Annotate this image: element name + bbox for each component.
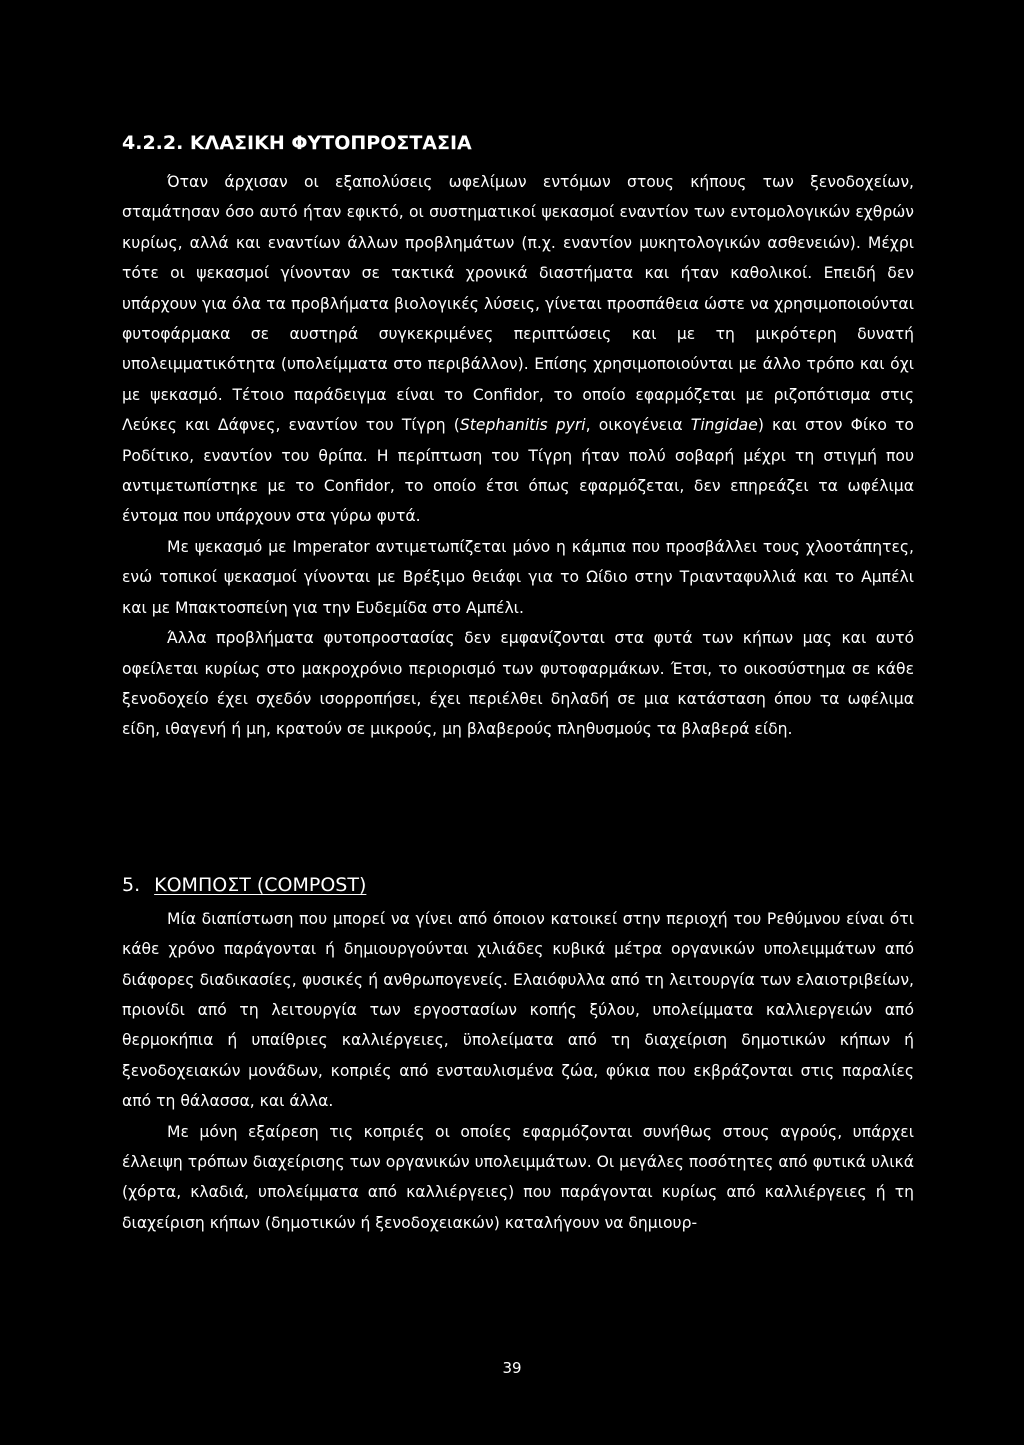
section-title: ΚΟΜΠΟΣΤ (COMPOST) <box>154 873 367 896</box>
page-number: 39 <box>502 1359 522 1377</box>
paragraph-text: ) και στον Φίκο το Ροδίτικο, εναντίον του θρίπα. Η περίπτωση του Τίγρη ήταν πολύ σοβαρή μέχρι τη στιγμή που αντιμετωπίστηκε με το Confidor, το οποίο έτσι όπως εφαρμόζεται, δεν επηρεάζει τα ωφέλιμα έντομα που υπάρχουν στα γύρω φυτά. <box>122 416 914 526</box>
document-page <box>122 128 914 1238</box>
paragraph-plant-protection-1 <box>122 167 914 532</box>
section-heading-classic-plant-protection: 4.2.2. ΚΛΑΣΙΚΗ ΦΥΤΟΠΡΟΣΤΑΣΙΑ <box>122 132 472 154</box>
paragraph-compost-2: Με μόνη εξαίρεση τις κοπριές οι οποίες εφαρμόζονται συνήθως στους αγρούς, υπάρχει έλλειψη τρόπων διαχείρισης των οργανικών υπολειμμάτων. Οι μεγάλες ποσότητες από φυτικά υλικά (χόρτα, κλαδιά, υπολείμματα από καλλιέργειες) που παράγονται κυρίως από καλλιέργειες ή τη διαχείριση κήπων (δημοτικών ή ξενοδοχειακών) καταλήγουν να δημιουρ- <box>122 1122 914 1232</box>
paragraph-plant-protection-2: Με ψεκασμό με Imperator αντιμετωπίζεται μόνο η κάμπια που προσβάλλει τους χλοοτάπητες, ενώ τοπικοί ψεκασμοί γίνονται με Βρέξιμο θειάφι για το Ωίδιο στην Τριανταφυλλιά και το Αμπέλι και με Μπακτοσπείνη για την Ευδεμίδα στο Αμπέλι. <box>122 537 914 617</box>
scientific-name: Stephanitis pyri <box>459 416 586 435</box>
paragraph-text: , οικογένεια <box>585 416 691 435</box>
family-name: Tingidae <box>690 416 758 435</box>
section-heading-compost <box>122 870 914 900</box>
paragraph-compost-1: Μία διαπίστωση που μπορεί να γίνει από όποιον κατοικεί στην περιοχή του Ρεθύμνου είναι ότι κάθε χρόνο παράγονται ή δημιουργούνται χιλιάδες κυβικά μέτρα οργανικών υπολειμμάτων από διάφορες διαδικασίες, φυσικές ή ανθρωπογενείς. Ελαιόφυλλα από τη λειτουργία των ελαιοτριβείων, πριονίδι από τη λειτουργία των εργοστασίων κοπής ξύλου, υπολείμματα καλλιεργειών από θερμοκήπια ή υπαίθριες καλλιέργειες, ϋπολείματα από τη διαχείριση δημοτικών κήπων ή ξενοδοχειακών μονάδων, κοπριές από ενσταυλισμένα ζώα, φύκια που εκβράζονται στις παραλίες από τη θάλασσα, και άλλα. <box>122 909 914 1111</box>
section-number: 5. <box>122 873 141 896</box>
paragraph-plant-protection-3: Άλλα προβλήματα φυτοπροστασίας δεν εμφανίζονται στα φυτά των κήπων μας και αυτό οφείλεται κυρίως στο μακροχρόνιο περιορισμό των φυτοφαρμάκων. Έτσι, το οικοσύστημα σε κάθε ξενοδοχείο έχει σχεδόν ισορροπήσει, έχει περιέλθει δηλαδή σε μια κατάσταση όπου τα ωφέλιμα είδη, ιθαγενή ή μη, κρατούν σε μικρούς, μη βλαβερούς πληθυσμούς τα βλαβερά είδη. <box>122 629 914 739</box>
paragraph-text: Όταν άρχισαν οι εξαπολύσεις ωφελίμων εντόμων στους κήπους των ξενοδοχείων, σταμάτησαν όσο αυτό ήταν εφικτό, οι συστηματικοί ψεκασμοί εναντίον των εντομολογικών εχθρών κυρίως, αλλά και εναντίων άλλων προβλημάτων (π.χ. εναντίον μυκητολογικών ασθενειών). Μέχρι τότε οι ψεκασμοί γίνονταν σε τακτικά χρονικά διαστήματα και ήταν καθολικοί. Επειδή δεν υπάρχουν για όλα τα προβλήματα βιολογικές λύσεις, γίνεται προσπάθεια ώστε να χρησιμοποιούνται φυτοφάρμακα σε αυστηρά συγκεκριμένες περιπτώσεις και με τη μικρότερη δυνατή υπολειμματικότητα (υπολείμματα στο περιβάλλον). Επίσης χρησιμοποιούνται με άλλο τρόπο και όχι με ψεκασμό. Τέτοιο παράδειγμα είναι το Confidor, το οποίο εφαρμόζεται με ριζοπότισμα στις Λεύκες και Δάφνες, εναντίον του Τίγρη ( <box>122 173 914 435</box>
